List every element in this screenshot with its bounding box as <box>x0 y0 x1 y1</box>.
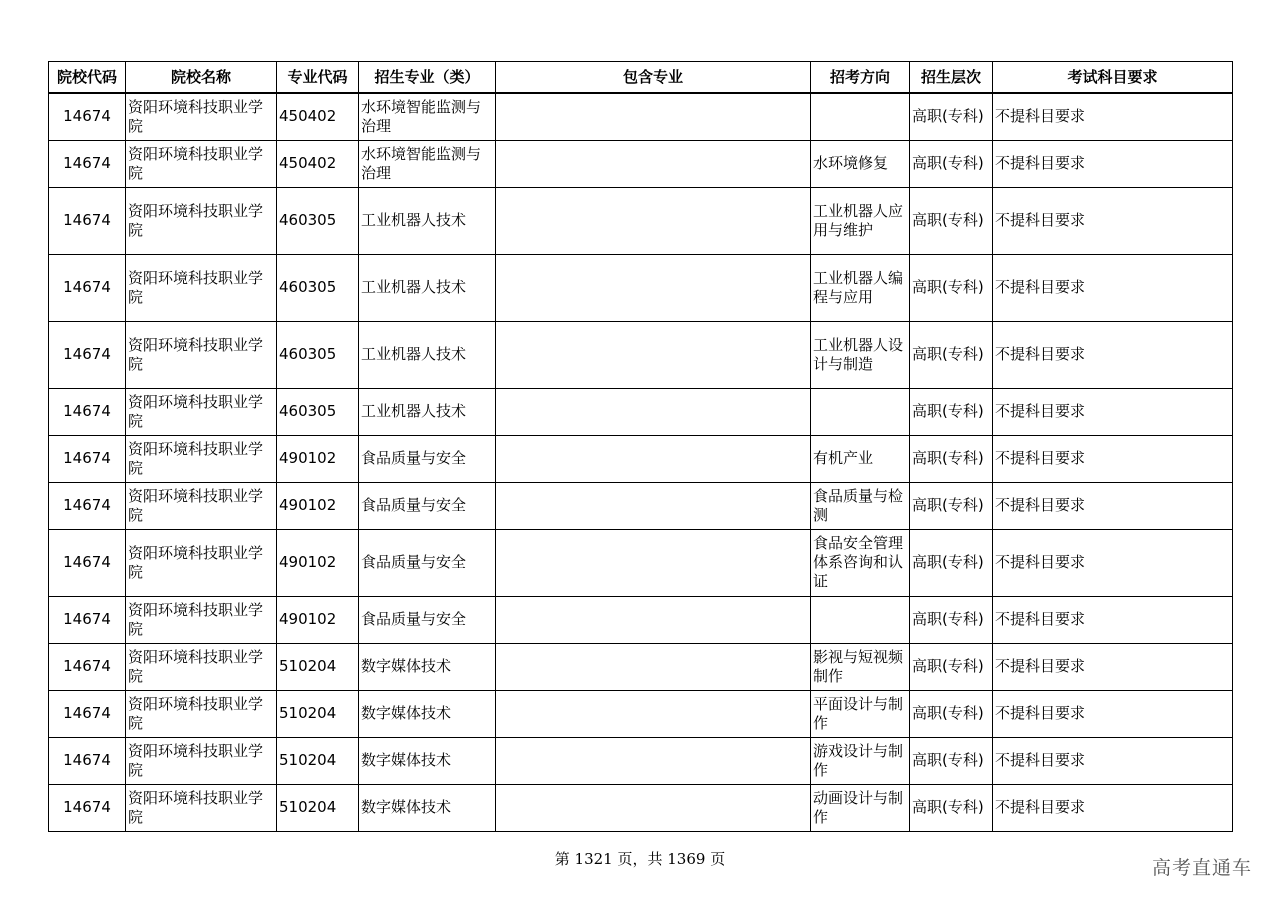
cell-major-code: 460305 <box>277 321 359 388</box>
cell-requirement: 不提科目要求 <box>993 482 1233 529</box>
cell-school-name: 资阳环境科技职业学院 <box>126 93 277 140</box>
header-major: 招生专业（类） <box>359 62 496 94</box>
table-row <box>49 737 1233 784</box>
cell-included-majors <box>496 737 811 784</box>
cell-direction: 平面设计与制作 <box>811 690 910 737</box>
cell-direction: 食品安全管理体系咨询和认证 <box>811 529 910 596</box>
table-row <box>49 596 1233 643</box>
cell-major-code: 490102 <box>277 596 359 643</box>
cell-school-name: 资阳环境科技职业学院 <box>126 254 277 321</box>
cell-requirement: 不提科目要求 <box>993 321 1233 388</box>
enrollment-table <box>48 61 1233 832</box>
cell-school-code: 14674 <box>49 435 126 482</box>
cell-school-name: 资阳环境科技职业学院 <box>126 140 277 187</box>
cell-major: 食品质量与安全 <box>359 435 496 482</box>
cell-level: 高职(专科) <box>910 784 993 831</box>
cell-school-code: 14674 <box>49 784 126 831</box>
cell-level: 高职(专科) <box>910 435 993 482</box>
table-row <box>49 643 1233 690</box>
cell-major-code: 460305 <box>277 187 359 254</box>
cell-requirement: 不提科目要求 <box>993 93 1233 140</box>
cell-level: 高职(专科) <box>910 596 993 643</box>
cell-included-majors <box>496 529 811 596</box>
table-row <box>49 690 1233 737</box>
cell-school-name: 资阳环境科技职业学院 <box>126 690 277 737</box>
cell-school-code: 14674 <box>49 321 126 388</box>
cell-school-name: 资阳环境科技职业学院 <box>126 643 277 690</box>
header-school-name: 院校名称 <box>126 62 277 94</box>
cell-requirement: 不提科目要求 <box>993 388 1233 435</box>
cell-direction: 游戏设计与制作 <box>811 737 910 784</box>
table-row <box>49 254 1233 321</box>
table-row <box>49 482 1233 529</box>
cell-major: 水环境智能监测与治理 <box>359 140 496 187</box>
cell-included-majors <box>496 321 811 388</box>
cell-requirement: 不提科目要求 <box>993 140 1233 187</box>
header-level: 招生层次 <box>910 62 993 94</box>
cell-level: 高职(专科) <box>910 643 993 690</box>
watermark-text: 高考直通车 <box>1151 857 1252 879</box>
header-direction: 招考方向 <box>811 62 910 94</box>
cell-major-code: 510204 <box>277 737 359 784</box>
cell-requirement: 不提科目要求 <box>993 737 1233 784</box>
cell-included-majors <box>496 596 811 643</box>
cell-major: 工业机器人技术 <box>359 321 496 388</box>
table-row <box>49 93 1233 140</box>
header-row <box>49 62 1233 94</box>
cell-level: 高职(专科) <box>910 140 993 187</box>
header-included-majors: 包含专业 <box>496 62 811 94</box>
cell-school-name: 资阳环境科技职业学院 <box>126 435 277 482</box>
cell-direction: 有机产业 <box>811 435 910 482</box>
cell-school-code: 14674 <box>49 93 126 140</box>
cell-major: 数字媒体技术 <box>359 784 496 831</box>
cell-requirement: 不提科目要求 <box>993 784 1233 831</box>
cell-school-name: 资阳环境科技职业学院 <box>126 388 277 435</box>
cell-direction <box>811 93 910 140</box>
cell-major: 食品质量与安全 <box>359 596 496 643</box>
cell-requirement: 不提科目要求 <box>993 435 1233 482</box>
cell-school-name: 资阳环境科技职业学院 <box>126 321 277 388</box>
page-number: 第 1321 页，共 1369 页 <box>554 850 726 868</box>
cell-direction: 工业机器人设计与制造 <box>811 321 910 388</box>
cell-direction: 工业机器人应用与维护 <box>811 187 910 254</box>
table-row <box>49 187 1233 254</box>
cell-school-name: 资阳环境科技职业学院 <box>126 596 277 643</box>
cell-direction <box>811 388 910 435</box>
cell-included-majors <box>496 187 811 254</box>
cell-school-code: 14674 <box>49 187 126 254</box>
cell-direction: 影视与短视频制作 <box>811 643 910 690</box>
cell-level: 高职(专科) <box>910 529 993 596</box>
table-row <box>49 435 1233 482</box>
cell-level: 高职(专科) <box>910 254 993 321</box>
cell-major: 水环境智能监测与治理 <box>359 93 496 140</box>
cell-included-majors <box>496 643 811 690</box>
cell-direction <box>811 596 910 643</box>
cell-major: 工业机器人技术 <box>359 254 496 321</box>
cell-major-code: 510204 <box>277 643 359 690</box>
header-major-code: 专业代码 <box>277 62 359 94</box>
cell-major-code: 490102 <box>277 529 359 596</box>
table-row <box>49 784 1233 831</box>
cell-included-majors <box>496 435 811 482</box>
cell-direction: 动画设计与制作 <box>811 784 910 831</box>
cell-level: 高职(专科) <box>910 737 993 784</box>
cell-level: 高职(专科) <box>910 93 993 140</box>
table-row <box>49 140 1233 187</box>
cell-direction: 食品质量与检测 <box>811 482 910 529</box>
cell-major-code: 450402 <box>277 93 359 140</box>
cell-school-code: 14674 <box>49 643 126 690</box>
cell-major-code: 510204 <box>277 690 359 737</box>
cell-level: 高职(专科) <box>910 690 993 737</box>
cell-included-majors <box>496 784 811 831</box>
cell-major-code: 450402 <box>277 140 359 187</box>
cell-included-majors <box>496 690 811 737</box>
cell-level: 高职(专科) <box>910 321 993 388</box>
cell-major-code: 460305 <box>277 254 359 321</box>
cell-major-code: 490102 <box>277 482 359 529</box>
cell-major-code: 510204 <box>277 784 359 831</box>
cell-included-majors <box>496 254 811 321</box>
cell-school-name: 资阳环境科技职业学院 <box>126 529 277 596</box>
cell-school-code: 14674 <box>49 737 126 784</box>
cell-major: 食品质量与安全 <box>359 482 496 529</box>
cell-included-majors <box>496 482 811 529</box>
cell-direction: 水环境修复 <box>811 140 910 187</box>
cell-level: 高职(专科) <box>910 187 993 254</box>
cell-school-code: 14674 <box>49 529 126 596</box>
cell-school-code: 14674 <box>49 388 126 435</box>
cell-major: 食品质量与安全 <box>359 529 496 596</box>
cell-level: 高职(专科) <box>910 388 993 435</box>
cell-major: 工业机器人技术 <box>359 388 496 435</box>
cell-school-name: 资阳环境科技职业学院 <box>126 187 277 254</box>
table-row <box>49 321 1233 388</box>
header-requirement: 考试科目要求 <box>993 62 1233 94</box>
cell-included-majors <box>496 93 811 140</box>
table-row <box>49 388 1233 435</box>
cell-major: 数字媒体技术 <box>359 690 496 737</box>
cell-major: 工业机器人技术 <box>359 187 496 254</box>
cell-requirement: 不提科目要求 <box>993 187 1233 254</box>
cell-requirement: 不提科目要求 <box>993 643 1233 690</box>
cell-requirement: 不提科目要求 <box>993 529 1233 596</box>
cell-requirement: 不提科目要求 <box>993 254 1233 321</box>
cell-school-code: 14674 <box>49 690 126 737</box>
cell-school-code: 14674 <box>49 596 126 643</box>
cell-requirement: 不提科目要求 <box>993 690 1233 737</box>
cell-requirement: 不提科目要求 <box>993 596 1233 643</box>
cell-school-code: 14674 <box>49 254 126 321</box>
header-school-code: 院校代码 <box>49 62 126 94</box>
cell-major-code: 490102 <box>277 435 359 482</box>
cell-major-code: 460305 <box>277 388 359 435</box>
cell-school-name: 资阳环境科技职业学院 <box>126 737 277 784</box>
cell-included-majors <box>496 388 811 435</box>
cell-school-name: 资阳环境科技职业学院 <box>126 784 277 831</box>
cell-school-code: 14674 <box>49 140 126 187</box>
cell-included-majors <box>496 140 811 187</box>
table-body <box>49 93 1233 831</box>
cell-school-name: 资阳环境科技职业学院 <box>126 482 277 529</box>
cell-major: 数字媒体技术 <box>359 643 496 690</box>
cell-direction: 工业机器人编程与应用 <box>811 254 910 321</box>
table-row <box>49 529 1233 596</box>
cell-school-code: 14674 <box>49 482 126 529</box>
cell-level: 高职(专科) <box>910 482 993 529</box>
cell-major: 数字媒体技术 <box>359 737 496 784</box>
